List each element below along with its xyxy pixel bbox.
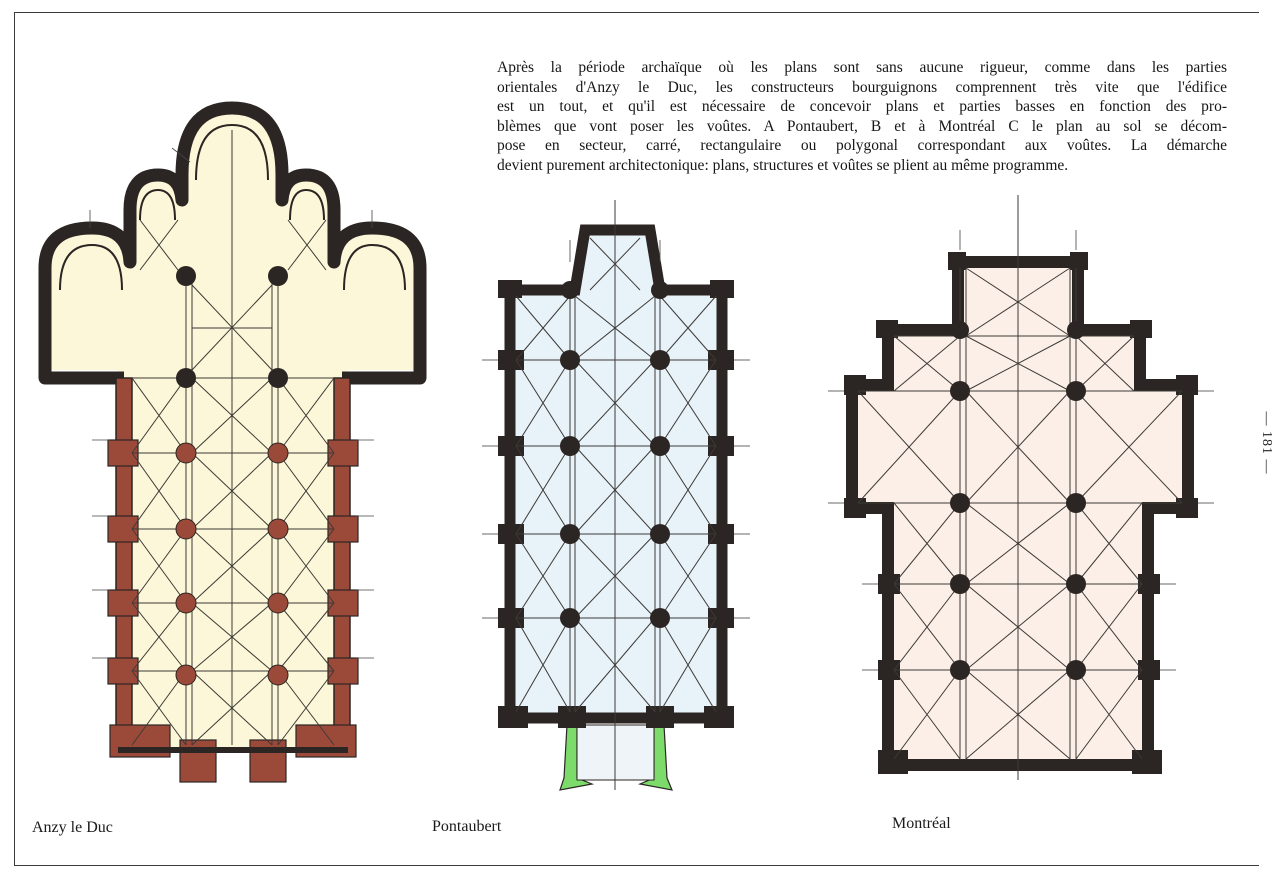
- paragraph-line: est un tout, et qu'il est nécessaire de concevoir plans et parties basses en fonction des pro-: [497, 98, 1227, 116]
- plan-anzy-le-duc: [45, 108, 420, 782]
- plan-pontaubert: [482, 200, 750, 790]
- anzy-nave-wall-right: [334, 378, 350, 750]
- paragraph-line: pose en secteur, carré, rectangulaire ou polygonal correspondant aux voûtes. La démarche: [497, 137, 1227, 155]
- anzy-nave-fill: [118, 370, 348, 750]
- paragraph-line: blèmes que vont poser les voûtes. A Pontaubert, B et à Montréal C le plan au sol se décom-: [497, 117, 1227, 135]
- plan-montreal: [828, 195, 1214, 780]
- caption-anzy-le-duc: Anzy le Duc: [32, 819, 113, 836]
- paragraph-line: devient purement architectonique: plans, structures et voûtes se plient au même programme.: [497, 156, 1069, 174]
- pontaubert-fill: [510, 232, 722, 718]
- page-number: — 181 —: [1259, 411, 1274, 475]
- caption-montreal: Montréal: [892, 815, 951, 832]
- anzy-nave-wall-left: [116, 378, 132, 750]
- paragraph-line: orientales d'Anzy le Duc, les constructeurs bourguignons comprennent très vite que l'édifice: [497, 78, 1227, 96]
- caption-pontaubert: Pontaubert: [432, 818, 502, 835]
- paragraph-line: Après la période archaïque où les plans sont sans aucune rigueur, comme dans les parties: [497, 59, 1227, 76]
